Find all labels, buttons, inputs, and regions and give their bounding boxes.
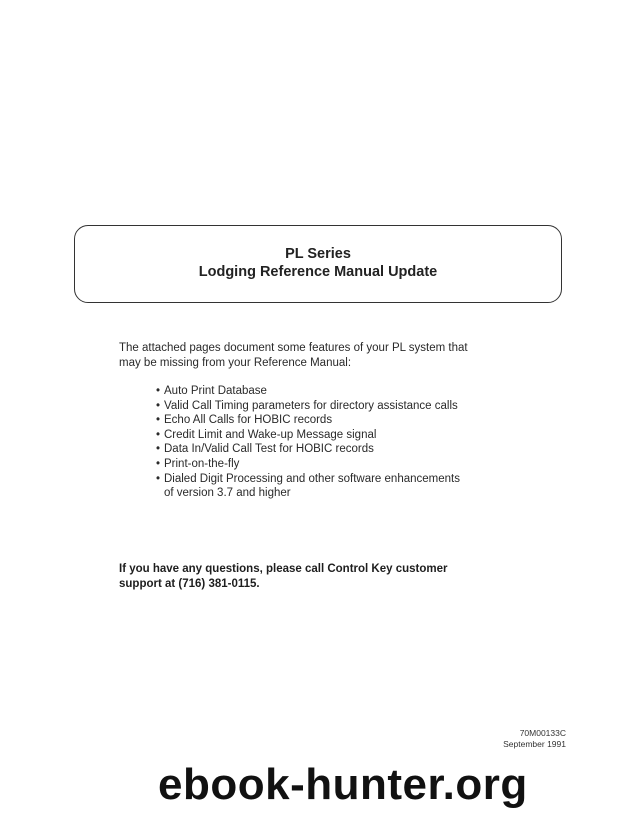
feature-continuation: of version 3.7 and higher [164, 487, 291, 500]
contact-paragraph [119, 562, 519, 592]
title-series: PL Series [285, 246, 351, 262]
intro-line: may be missing from your Reference Manual: [119, 357, 352, 369]
contact-line: If you have any questions, please call Control Key customer [119, 563, 448, 575]
document-footer [503, 728, 566, 750]
watermark-text: ebook-hunter.org [158, 760, 528, 809]
bullet-icon: • [156, 414, 161, 427]
feature-item: • Data In/Valid Call Test for HOBIC records [156, 443, 374, 456]
bullet-icon: • [156, 385, 161, 397]
intro-line: The attached pages document some features of your PL system that [119, 342, 468, 354]
feature-item: • Auto Print Database [156, 385, 267, 397]
bullet-icon: • [156, 399, 161, 412]
bullet-icon: • [156, 428, 161, 441]
feature-item: • Echo All Calls for HOBIC records [156, 414, 333, 427]
title-box [74, 225, 562, 303]
document-number: 70M00133C [519, 728, 566, 738]
feature-item: • Credit Limit and Wake-up Message signal [156, 428, 377, 441]
intro-paragraph [119, 341, 519, 371]
bullet-icon: • [156, 472, 161, 485]
document-date: September 1991 [503, 739, 566, 749]
bullet-icon: • [156, 457, 161, 470]
feature-item: • Dialed Digit Processing and other software enhancements [156, 472, 460, 485]
feature-item: • Valid Call Timing parameters for directory assistance calls [156, 399, 458, 412]
feature-list [156, 384, 524, 501]
title-manual-update: Lodging Reference Manual Update [198, 264, 438, 280]
bullet-icon: • [156, 443, 161, 456]
contact-line: support at (716) 381-0115. [119, 578, 260, 590]
feature-item: • Print-on-the-fly [156, 457, 240, 470]
